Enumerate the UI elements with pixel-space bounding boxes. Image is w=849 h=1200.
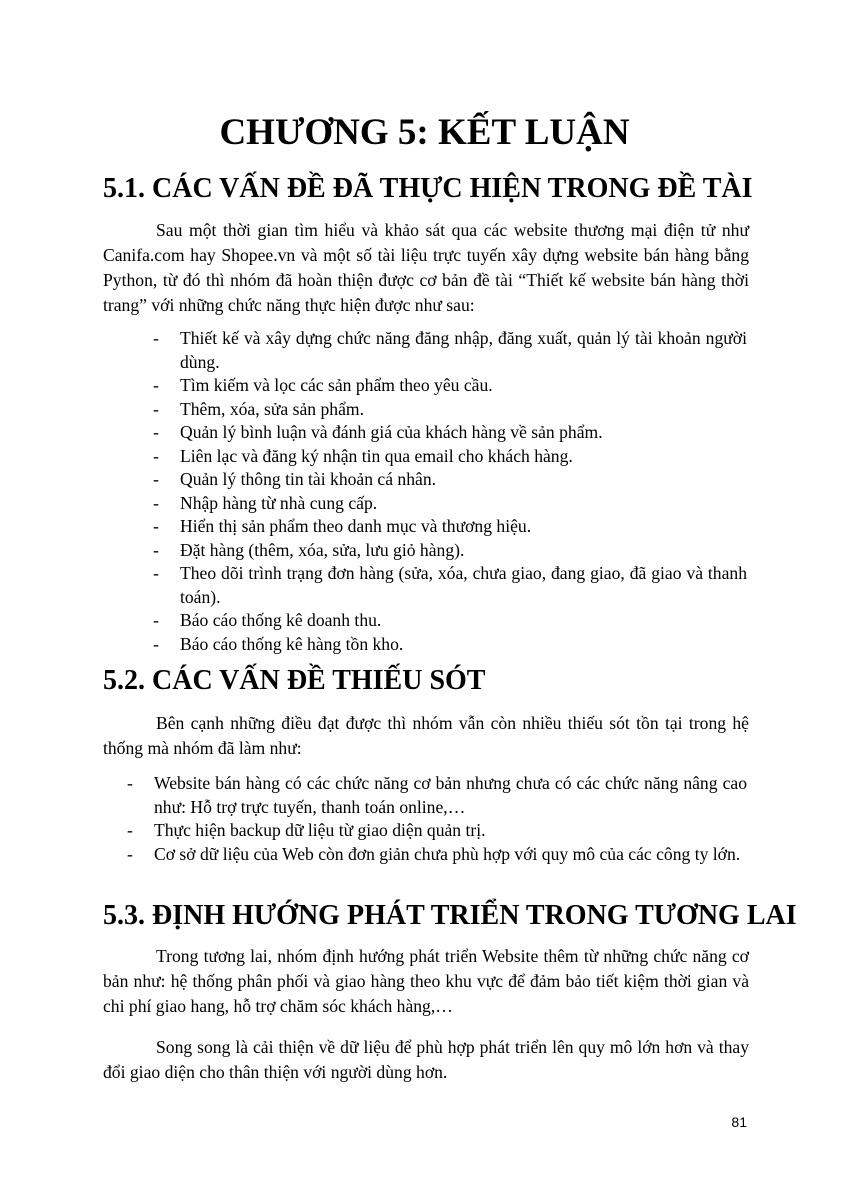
bullet-dash: - xyxy=(153,563,159,583)
bullet-dash: - xyxy=(153,492,159,513)
list-item: - Đặt hàng (thêm, xóa, sửa, lưu giỏ hàng). xyxy=(153,539,747,563)
bullet-dash: - xyxy=(153,469,159,489)
list-item: - Báo cáo thống kê hàng tồn kho. xyxy=(153,633,747,657)
list-item: - Website bán hàng có các chức năng cơ bản nhưng chưa có các chức năng nâng cao như: Hỗ trợ trực tuyến, thanh toán online,… xyxy=(127,773,747,817)
section-heading-5-3: 5.3. ĐỊNH HƯỚNG PHÁT TRIỂN TRONG TƯƠNG LAI xyxy=(103,900,797,931)
list-item: - Thêm, xóa, sửa sản phẩm. xyxy=(153,398,747,422)
bullet-dash: - xyxy=(153,375,159,395)
section-5-2-paragraph: Bên cạnh những điều đạt được thì nhóm vẫn còn nhiều thiếu sót tồn tại trong hệ thống mà nhóm đã làm như: xyxy=(103,713,749,758)
section-5-1-paragraph: Sau một thời gian tìm hiểu và khảo sát qua các website thương mại điện tử như Canifa.com hay Shopee.vn và một số tài liệu trực tuyến xây dựng website bán hàng bằng Python, từ đó thì nhóm đã hoàn thiện được cơ bản đề tài “Thiết kế website bán hàng thời trang” với những chức năng thực hiện được như sau: xyxy=(103,220,749,315)
bullet-dash: - xyxy=(153,610,159,630)
bullet-dash: - xyxy=(153,445,159,466)
bullet-dash: - xyxy=(153,328,159,348)
list-item: - Liên lạc và đăng ký nhận tin qua email cho khách hàng. xyxy=(153,445,747,469)
list-item: - Thực hiện backup dữ liệu từ giao diện quản trị. xyxy=(127,819,747,843)
section-5-3-paragraph-1: Trong tương lai, nhóm định hướng phát triển Website thêm từ những chức năng cơ bản như: hệ thống phân phối và giao hàng theo khu vực để đảm bảo tiết kiệm thời gian và chi phí giao hang, hỗ trợ chăm sóc khách hàng,… xyxy=(103,946,749,1016)
list-item: - Thiết kế và xây dựng chức năng đăng nhập, đăng xuất, quản lý tài khoản người dùng. xyxy=(153,328,747,372)
bullet-dash: - xyxy=(127,820,133,840)
section-heading-5-1: 5.1. CÁC VẤN ĐỀ ĐÃ THỰC HIỆN TRONG ĐỀ TÀI xyxy=(103,173,753,204)
bullet-dash: - xyxy=(127,773,133,793)
bullet-dash: - xyxy=(153,539,159,560)
bullet-dash: - xyxy=(153,398,159,419)
list-item: - Nhập hàng từ nhà cung cấp. xyxy=(153,492,747,516)
list-item: - Theo dõi trình trạng đơn hàng (sửa, xóa, chưa giao, đang giao, đã giao và thanh toán). xyxy=(153,563,747,607)
list-item: - Quản lý bình luận và đánh giá của khách hàng về sản phẩm. xyxy=(153,421,747,445)
bullet-dash: - xyxy=(153,422,159,442)
bullet-dash: - xyxy=(153,516,159,536)
page-number: 81 xyxy=(731,1114,747,1130)
list-item: - Hiển thị sản phẩm theo danh mục và thương hiệu. xyxy=(153,515,747,539)
list-item: - Tìm kiếm và lọc các sản phẩm theo yêu cầu. xyxy=(153,374,747,398)
section-5-3-paragraph-2: Song song là cải thiện về dữ liệu để phù hợp phát triển lên quy mô lớn hơn và thay đổi giao diện cho thân thiện với người dùng hơn. xyxy=(103,1037,749,1082)
implemented-features-list xyxy=(153,327,747,656)
list-item: - Cơ sở dữ liệu của Web còn đơn giản chưa phù hợp với quy mô của các công ty lớn. xyxy=(127,843,747,867)
bullet-dash: - xyxy=(153,633,159,654)
list-item: - Báo cáo thống kê doanh thu. xyxy=(153,609,747,633)
list-item: - Quản lý thông tin tài khoản cá nhân. xyxy=(153,468,747,492)
bullet-dash: - xyxy=(127,843,133,864)
chapter-title: CHƯƠNG 5: KẾT LUẬN xyxy=(219,112,630,153)
section-heading-5-2: 5.2. CÁC VẤN ĐỀ THIẾU SÓT xyxy=(103,665,486,696)
shortcomings-list xyxy=(127,772,747,866)
